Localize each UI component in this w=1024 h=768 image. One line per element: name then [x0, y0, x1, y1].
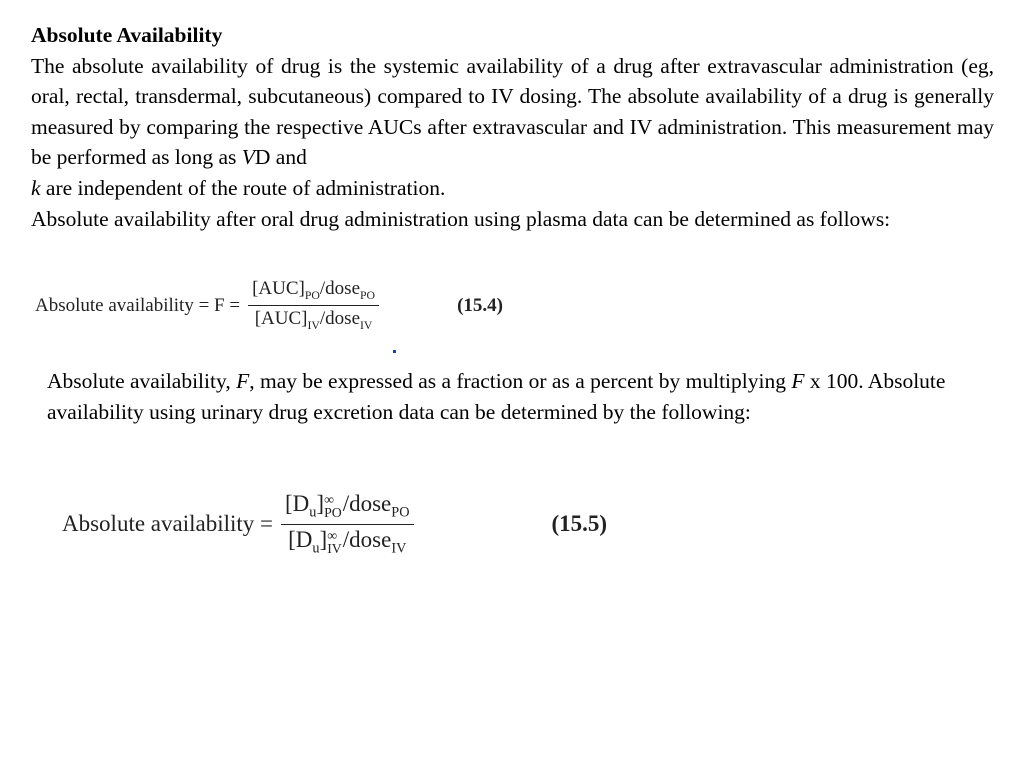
f-symbol-2: F	[791, 369, 805, 393]
equation-15-5	[62, 491, 607, 558]
fraction-bar	[248, 305, 379, 307]
intro-text: The absolute availability of drug is the systemic availability of a drug after extravascular administration (eg, oral, rectal, transdermal, subcutaneous) compared to IV dosing. The absolute availability of a drug is generally measured by comparing the respective AUCs after extravascular and IV administration. This measurement may be performed as long as	[31, 53, 994, 170]
equation-15-4	[35, 278, 503, 333]
k-symbol: k	[31, 175, 41, 200]
fraction-bar	[281, 524, 414, 526]
vd-symbol-rest: D and	[254, 145, 307, 170]
f-symbol: F	[236, 369, 250, 393]
equation-15-4-numerator: $[AUC]_{PO}/dose_{PO}$	[252, 278, 376, 302]
vd-symbol-v: V	[241, 145, 255, 170]
fraction-percent-paragraph: Absolute availability, F, may be expressed as a fraction or as a percent by multiplying F x 100. Absolute availability using urinary drug excretion data can be determined by the following:	[47, 369, 946, 424]
equation-15-5-lhs: Absolute availability =	[62, 511, 273, 537]
separator-dot	[393, 350, 396, 353]
equation-15-4-lhs: Absolute availability = F =	[35, 294, 241, 316]
equation-15-5-denominator: $[D_u]$ ∞ IV /dose$_{IV}$	[288, 527, 407, 557]
equation-number-15-5: (15.5)	[551, 511, 608, 537]
equation-number-15-4: (15.4)	[457, 294, 503, 316]
equation-15-4-fraction	[248, 278, 379, 333]
absolute-availability-section	[31, 20, 994, 234]
intro-text-end: are independent of the route of administration.	[40, 175, 446, 200]
section-heading: Absolute Availability	[31, 23, 223, 47]
intro-paragraph	[31, 51, 994, 204]
equation-15-4-denominator: $[AUC]_{IV}/dose_{IV}$	[254, 308, 373, 333]
equation-15-5-fraction	[281, 491, 414, 558]
equation-15-5-numerator: $[D_u]$ ∞ PO /dose$_{PO}$	[285, 491, 410, 521]
plasma-paragraph: Absolute availability after oral drug administration using plasma data can be determined as follows:	[31, 206, 891, 231]
